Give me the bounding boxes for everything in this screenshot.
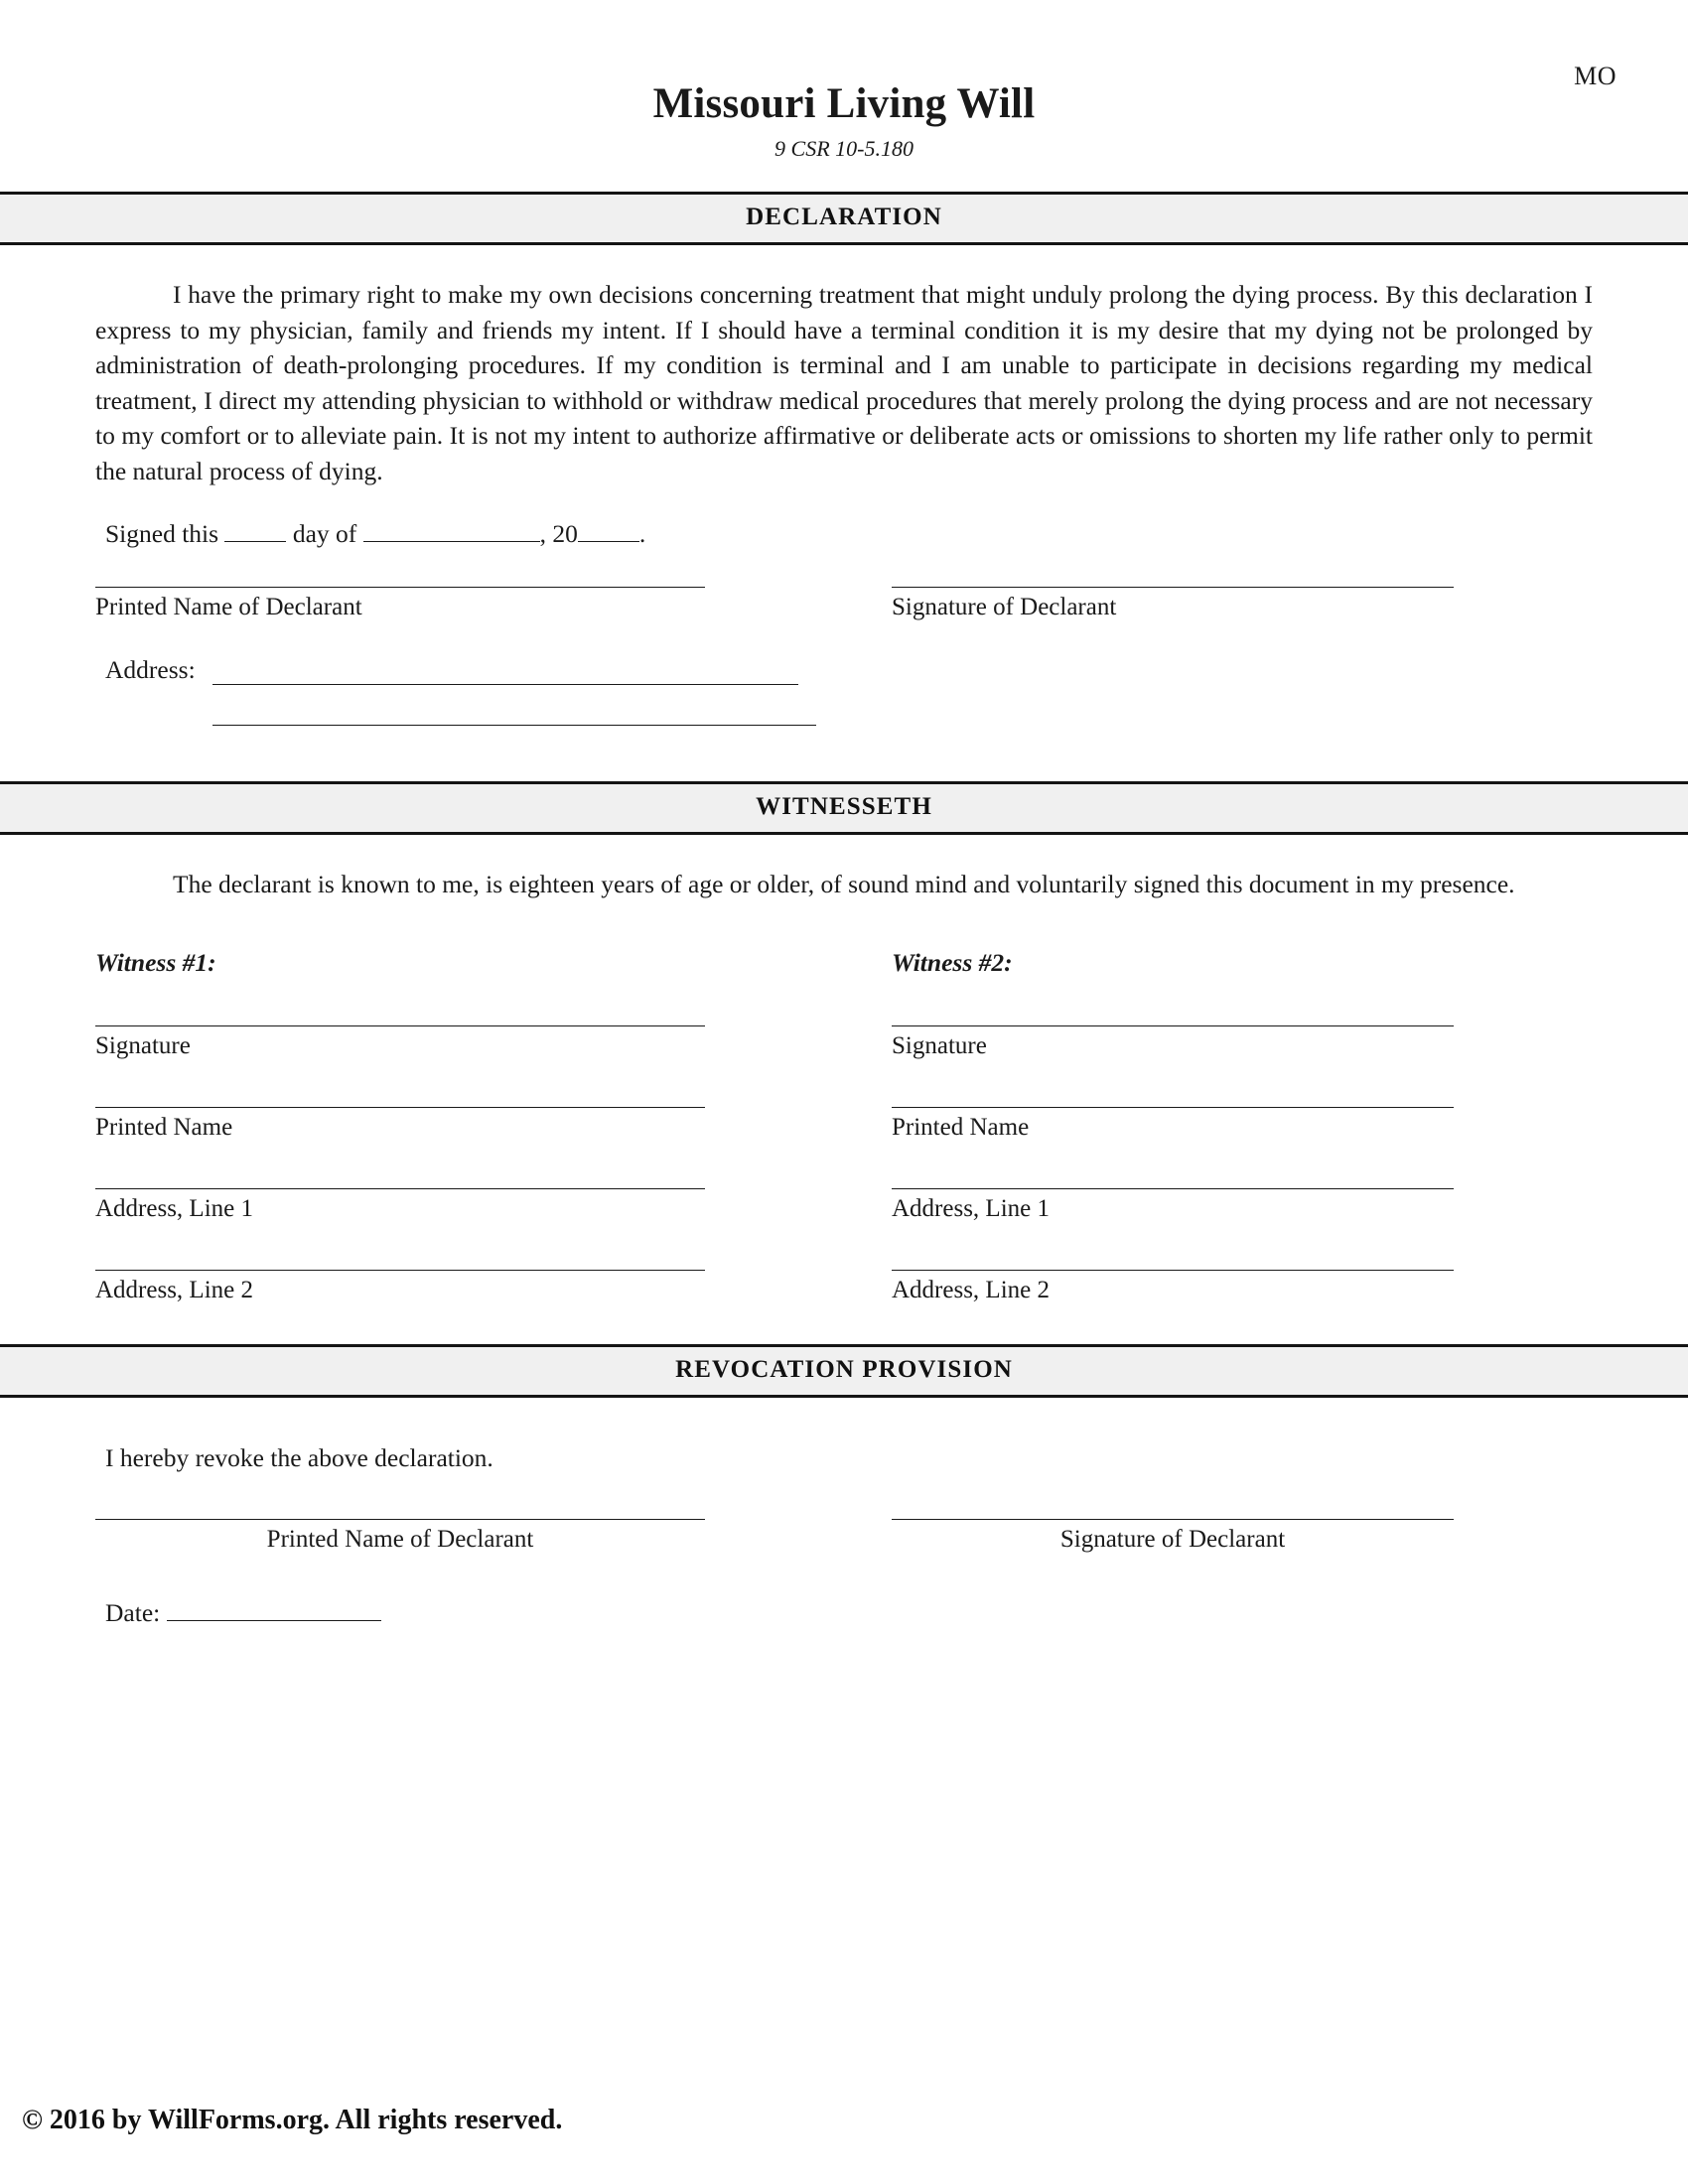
revocation-signature-row	[95, 1519, 1593, 1554]
witness-1-printed-name-line[interactable]	[95, 1107, 705, 1108]
state-abbreviation: MO	[1574, 62, 1617, 90]
witness-1-address-2-line[interactable]	[95, 1270, 705, 1271]
revocation-date-label: Date:	[105, 1597, 161, 1627]
witness-2-printed-name-label: Printed Name	[892, 1113, 1030, 1141]
witness-1-printed-name-field	[95, 1107, 705, 1142]
declarant-address-label: Address:	[105, 655, 196, 684]
witness-1-heading-wrap	[95, 948, 844, 978]
witness-fields-row	[95, 1025, 1593, 1304]
footer-copyright: © 2016 by WillForms.org. All rights reserved.	[22, 2105, 563, 2135]
witness-1-address-1-field	[95, 1188, 705, 1223]
declarant-signature-row	[95, 587, 1593, 621]
witness-headings-row	[95, 948, 1593, 978]
revocation-date-blank[interactable]	[167, 1597, 381, 1621]
declaration-paragraph: I have the primary right to make my own decisions concerning treatment that might unduly prolong the dying process. By this declaration I express to my physician, family and friends my intent. If I should have a terminal condition it is my desire that my dying not be prolonged by administration of death-prolonging procedures. If my condition is terminal and I am unable to participate in decisions regarding my medical treatment, I direct my attending physician to withhold or withdraw medical procedures that merely prolong the dying process and are not necessary to my comfort or to alleviate pain. It is not my intent to authorize affirmative or deliberate acts or omissions to shorten my life rather only to permit the natural process of dying.	[95, 280, 1593, 485]
revocation-content	[0, 1443, 1688, 1628]
witness-2-address-2-line[interactable]	[892, 1270, 1454, 1271]
signed-period-label: .	[638, 519, 646, 548]
witness-1-address-2-field	[95, 1270, 705, 1304]
witness-2-address-1-label: Address, Line 1	[892, 1194, 1050, 1222]
signed-day-of-label: day of	[292, 519, 357, 548]
witness-1-signature-line[interactable]	[95, 1025, 705, 1026]
witness-2-address-2-field	[892, 1270, 1454, 1304]
declarant-printed-name-field	[95, 587, 844, 621]
witness-2-address-1-field	[892, 1188, 1454, 1223]
witness-1-address-1-label: Address, Line 1	[95, 1194, 253, 1222]
declaration-content	[0, 245, 1688, 751]
declarant-address-row-1	[95, 655, 1593, 685]
revocation-signature-line[interactable]	[892, 1519, 1454, 1520]
section-title-revocation: REVOCATION PROVISION	[675, 1355, 1013, 1383]
section-title-witnesseth: WITNESSETH	[756, 793, 932, 820]
witness-2-printed-name-field	[892, 1107, 1454, 1142]
revocation-printed-name-line[interactable]	[95, 1519, 705, 1520]
witness-1-address-2-label: Address, Line 2	[95, 1276, 253, 1303]
witness-2-heading: Witness #2:	[892, 947, 1013, 977]
witness-2-fields	[844, 1025, 1593, 1304]
witness-2-signature-line[interactable]	[892, 1025, 1454, 1026]
witness-1-printed-name-label: Printed Name	[95, 1113, 233, 1141]
witness-1-heading: Witness #1:	[95, 947, 216, 977]
revocation-printed-name-field	[95, 1519, 844, 1554]
revocation-signature-field	[844, 1519, 1593, 1554]
signed-year-blank[interactable]	[578, 518, 639, 542]
witness-1-signature-field	[95, 1025, 705, 1060]
witness-1-fields	[95, 1025, 844, 1304]
declarant-signature-label: Signature of Declarant	[892, 594, 1117, 620]
witnesseth-paragraph: The declarant is known to me, is eighteen years of age or older, of sound mind and voluntarily signed this document in my presence.	[173, 870, 1515, 898]
revocation-signature-label: Signature of Declarant	[1059, 1525, 1286, 1553]
signed-prefix-label: Signed this	[105, 519, 219, 548]
witness-1-address-1-line[interactable]	[95, 1188, 705, 1189]
signed-day-blank[interactable]	[224, 518, 286, 542]
witnesseth-content	[0, 835, 1688, 1326]
declarant-signature-field	[844, 587, 1593, 621]
declarant-printed-name-line[interactable]	[95, 587, 705, 588]
signed-year-prefix-label: , 20	[539, 519, 578, 548]
witness-2-signature-field	[892, 1025, 1454, 1060]
section-title-declaration: DECLARATION	[746, 204, 942, 230]
declarant-signature-line[interactable]	[892, 587, 1454, 588]
revocation-date-row	[95, 1597, 1593, 1628]
witness-2-heading-wrap	[844, 948, 1593, 978]
signed-date-line	[95, 518, 1593, 549]
signed-month-blank[interactable]	[363, 518, 540, 542]
section-band-witnesseth	[0, 781, 1688, 835]
declarant-address-line-1[interactable]	[212, 664, 798, 685]
declarant-printed-name-label: Printed Name of Declarant	[95, 594, 362, 620]
page-title: Missouri Living Will	[652, 80, 1036, 127]
witness-2-address-2-label: Address, Line 2	[892, 1276, 1050, 1303]
witness-2-address-1-line[interactable]	[892, 1188, 1454, 1189]
revocation-paragraph: I hereby revoke the above declaration.	[105, 1442, 493, 1472]
witness-2-signature-label: Signature	[892, 1031, 987, 1059]
witness-2-printed-name-line[interactable]	[892, 1107, 1454, 1108]
witness-1-signature-label: Signature	[95, 1031, 191, 1059]
section-band-declaration	[0, 192, 1688, 245]
section-band-revocation	[0, 1344, 1688, 1398]
revocation-printed-name-label: Printed Name of Declarant	[266, 1525, 534, 1553]
page-subtitle: 9 CSR 10-5.180	[774, 136, 914, 161]
